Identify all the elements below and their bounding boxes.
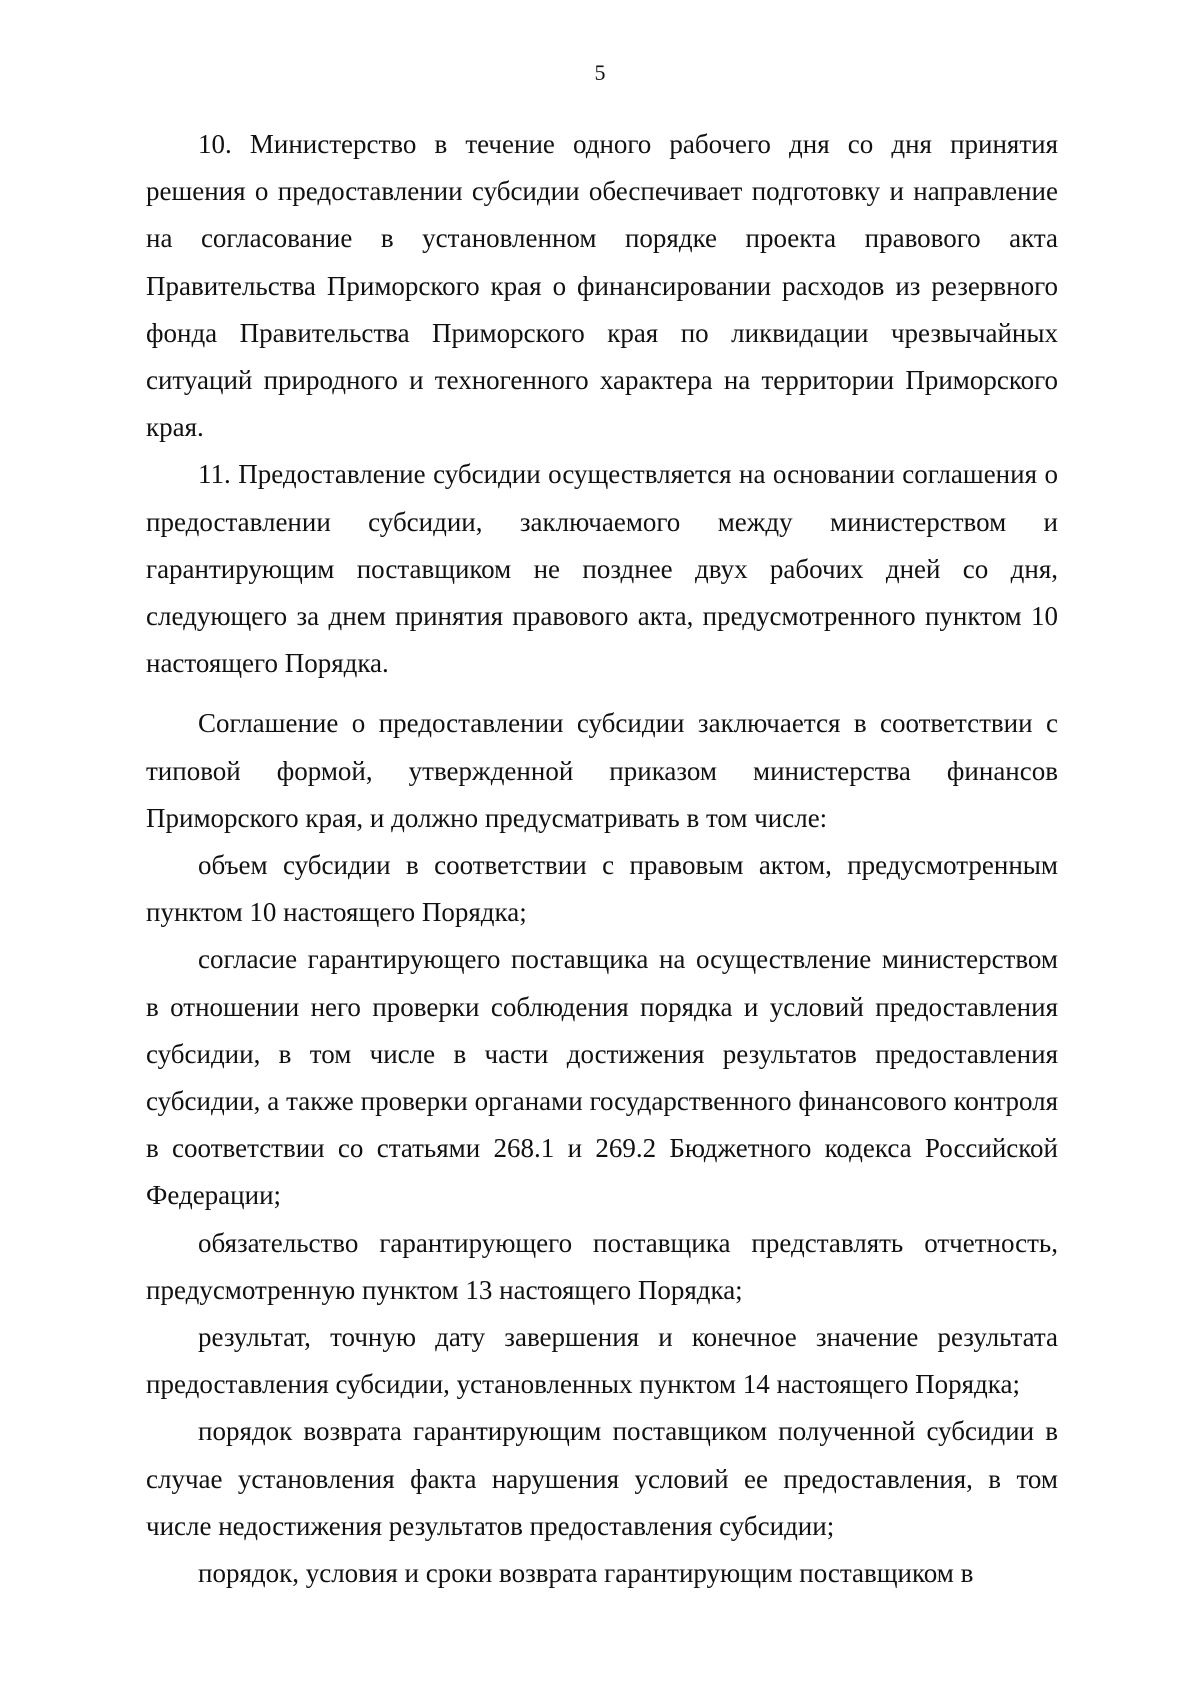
page-number: 5: [594, 60, 606, 85]
paragraph-result-definition: результат, точную дату завершения и конечное значение результата предоставления субсидии, установленных пунктом 14 настоящего Порядка;: [146, 1322, 1058, 1400]
document-body: [146, 121, 1058, 1597]
paragraph-inspection-consent: согласие гарантирующего поставщика на осуществление министерством в отношении него проверки соблюдения порядка и условий предоставления субсидии, в том числе в части достижения результатов предоставления субсидии, а также проверки органами государственного финансового контроля в соответствии со статьями 268.1 и 269.2 Бюджетного кодекса Российской Федерации;: [146, 944, 1058, 1211]
paragraph-reporting-obligation: обязательство гарантирующего поставщика представлять отчетность, предусмотренную пунктом 13 настоящего Порядка;: [146, 1227, 1058, 1305]
paragraph-refund-terms: порядок, условия и сроки возврата гарантирующим поставщиком в: [198, 1558, 974, 1589]
paragraph-item-10: 10. Министерство в течение одного рабочего дня со дня принятия решения о предоставлении субсидии обеспечивает подготовку и направление на согласование в установленном порядке проекта правового акта Правительства Приморского края о финансировании расходов из резервного фонда Правительства Приморского края по ликвидации чрезвычайных ситуаций природного и техногенного характера на территории Приморского края.: [146, 129, 1058, 443]
paragraph-agreement-intro: Соглашение о предоставлении субсидии заключается в соответствии с типовой формой, утвержденной приказом министерства финансов Приморского края, и должно предусматривать в том числе:: [146, 708, 1058, 833]
paragraph-item-11: 11. Предоставление субсидии осуществляется на основании соглашения о предоставлении субсидии, заключаемого между министерством и гарантирующим поставщиком не позднее двух рабочих дней со дня, следующего за днем принятия правового акта, предусмотренного пунктом 10 настоящего Порядка.: [146, 459, 1058, 679]
paragraph-refund-procedure: порядок возврата гарантирующим поставщиком полученной субсидии в случае установления факта нарушения условий ее предоставления, в том числе недостижения результатов предоставления субсидии;: [146, 1416, 1058, 1541]
paragraph-subsidy-volume: объем субсидии в соответствии с правовым актом, предусмотренным пунктом 10 настоящего Порядка;: [146, 850, 1058, 928]
